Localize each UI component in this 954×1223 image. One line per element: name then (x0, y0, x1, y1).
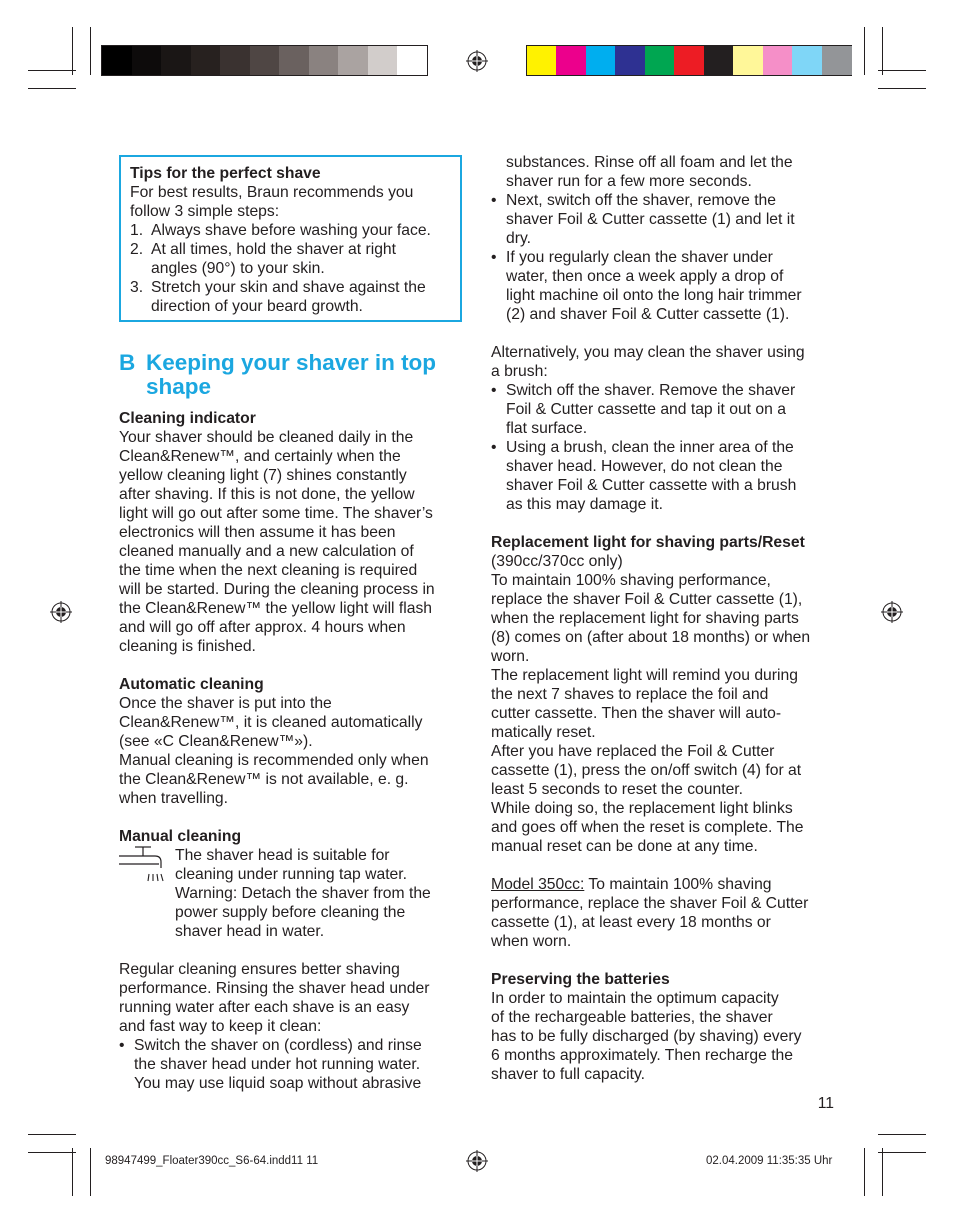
text-line: yellow cleaning light (7) shines constantly (119, 467, 407, 484)
crop-mark (882, 27, 883, 75)
manual-cleaning-text (119, 960, 469, 1036)
text-line: cassette (1), at least every 18 months or (491, 914, 771, 931)
text-line: (8) comes on (after about 18 months) or when (491, 629, 811, 646)
text-line: shaver Foil & Cutter cassette (1) and let it (506, 211, 795, 228)
tips-step (130, 278, 451, 316)
text-line: manual reset can be done at any time. (491, 838, 758, 855)
subheading-preserving-batteries: Preserving the batteries (491, 971, 670, 988)
process-color-swatch (763, 46, 793, 75)
text-line: follow 3 simple steps: (130, 203, 280, 220)
crop-mark (28, 88, 76, 89)
text-line: light will go out after some time. The shaver’s (119, 505, 433, 522)
text-line: direction of your beard growth. (151, 298, 363, 315)
manual-cleaning-icon-block (119, 846, 469, 941)
text-line: Clean&Renew™, and certainly when the (119, 448, 401, 465)
text-line: Regular cleaning ensures better shaving (119, 961, 400, 978)
text-line: performance, replace the shaver Foil & Cutter (491, 895, 809, 912)
brush-intro-text (491, 343, 841, 381)
crop-mark (90, 1148, 91, 1196)
text-line: the Clean&Renew™ is not available, e. g. (119, 771, 409, 788)
step-number: 2. (130, 241, 144, 258)
text-line: Switch the shaver on (cordless) and rinse (134, 1037, 422, 1054)
crop-mark (72, 1148, 73, 1196)
model-350cc-text (491, 875, 841, 951)
text-line: substances. Rinse off all foam and let the (506, 154, 793, 171)
text-line: angles (90°) to your skin. (151, 260, 325, 277)
process-color-swatch (615, 46, 645, 75)
text-line: 6 months approximately. Then recharge the (491, 1047, 794, 1064)
list-item (119, 1036, 469, 1093)
text-line: Using a brush, clean the inner area of the (506, 439, 794, 456)
registration-mark-icon (466, 1150, 488, 1172)
list-item (491, 381, 841, 438)
text-line: Manual cleaning is recommended only when (119, 752, 429, 769)
text-line: worn. (491, 648, 530, 665)
process-color-swatch (704, 46, 734, 75)
text-line: light machine oil onto the long hair trimmer (506, 287, 802, 304)
text-line: performance. Rinsing the shaver head under (119, 980, 430, 997)
step-number: 3. (130, 279, 144, 296)
text-line: shaver run for a few more seconds. (506, 173, 752, 190)
grayscale-swatch (191, 46, 221, 75)
crop-mark (72, 27, 73, 75)
text-line: To maintain 100% shaving (584, 876, 772, 893)
text-line: shaver head. However, do not clean the (506, 458, 783, 475)
process-color-swatch (527, 46, 557, 75)
grayscale-swatch (220, 46, 250, 75)
text-line: water, then once a week apply a drop of (506, 268, 784, 285)
text-line: In order to maintain the optimum capacity (491, 990, 779, 1007)
text-line: To maintain 100% shaving performance, (491, 572, 771, 589)
text-line: matically reset. (491, 724, 596, 741)
text-line: Foil & Cutter cassette and tap it out on a (506, 401, 786, 418)
crop-mark (878, 1152, 926, 1153)
process-color-swatch (556, 46, 586, 75)
grayscale-color-bar (101, 45, 428, 76)
grayscale-swatch (368, 46, 398, 75)
registration-mark-icon (881, 601, 903, 623)
cleaning-bullets (491, 191, 841, 324)
text-line: the shaver head under hot running water. (134, 1056, 421, 1073)
tips-step (130, 240, 451, 278)
footer-timestamp: 02.04.2009 11:35:35 Uhr (706, 1155, 833, 1167)
automatic-cleaning-text (119, 694, 469, 808)
left-column (119, 409, 469, 1093)
crop-mark (28, 70, 76, 71)
manual-cleaning-bullets (119, 1036, 469, 1093)
text-line: cassette (1), press the on/off switch (4) for at (491, 762, 802, 779)
grayscale-swatch (161, 46, 191, 75)
process-color-swatch (586, 46, 616, 75)
crop-mark (90, 27, 91, 75)
process-color-swatch (674, 46, 704, 75)
text-line: the time when the next cleaning is required (119, 562, 418, 579)
text-line: shape (146, 374, 212, 399)
brush-bullets (491, 381, 841, 514)
text-line: (390cc/370cc only) (491, 553, 623, 570)
text-line: (2) and shaver Foil & Cutter cassette (1). (506, 306, 790, 323)
text-line: running water after each shave is an easy (119, 999, 410, 1016)
tips-intro (130, 183, 451, 221)
crop-mark (882, 1148, 883, 1196)
replacement-light-text (491, 552, 841, 856)
footer-filename: 98947499_Floater390cc_S6-64.indd11 11 (105, 1155, 319, 1167)
text-line: You may use liquid soap without abrasive (134, 1075, 422, 1092)
text-line: Stretch your skin and shave against the (151, 279, 426, 296)
text-line: shaver to full capacity. (491, 1066, 646, 1083)
process-color-swatch (792, 46, 822, 75)
section-letter: B (119, 350, 136, 375)
tips-steps (130, 221, 451, 316)
list-item (491, 438, 841, 514)
continued-text (491, 153, 841, 191)
grayscale-swatch (279, 46, 309, 75)
grayscale-swatch (309, 46, 339, 75)
text-line: as this may damage it. (506, 496, 663, 513)
text-line: a brush: (491, 363, 548, 380)
text-line: when travelling. (119, 790, 229, 807)
crop-mark (28, 1152, 76, 1153)
subheading-automatic-cleaning: Automatic cleaning (119, 676, 264, 693)
list-item (491, 248, 841, 324)
tips-title: Tips for the perfect shave (130, 165, 321, 182)
text-line: Your shaver should be cleaned daily in the (119, 429, 414, 446)
text-line: Alternatively, you may clean the shaver using (491, 344, 805, 361)
text-line: Warning: Detach the shaver from the (175, 885, 431, 902)
text-line: cleaning is finished. (119, 638, 256, 655)
registration-mark-icon (50, 601, 72, 623)
cleaning-indicator-text (119, 428, 469, 656)
text-line: shaver Foil & Cutter cassette with a brush (506, 477, 797, 494)
grayscale-swatch (102, 46, 132, 75)
text-line: After you have replaced the Foil & Cutter (491, 743, 775, 760)
text-line: If you regularly clean the shaver under (506, 249, 773, 266)
grayscale-swatch (132, 46, 162, 75)
right-column (491, 153, 841, 1084)
text-line: and fast way to keep it clean: (119, 1018, 322, 1035)
text-line: replace the shaver Foil & Cutter cassette (1), (491, 591, 803, 608)
text-line: The shaver head is suitable for (175, 847, 390, 864)
crop-mark (878, 88, 926, 89)
text-line: Keeping your shaver in top (146, 350, 437, 375)
process-color-swatch (822, 46, 852, 75)
text-line: Switch off the shaver. Remove the shaver (506, 382, 796, 399)
step-number: 1. (130, 222, 144, 239)
crop-mark (864, 1148, 865, 1196)
section-heading (119, 351, 464, 399)
text-line: dry. (506, 230, 531, 247)
subheading-manual-cleaning: Manual cleaning (119, 828, 242, 845)
text-line: electronics will then assume it has been (119, 524, 396, 541)
text-line: Once the shaver is put into the (119, 695, 332, 712)
text-line: least 5 seconds to reset the counter. (491, 781, 744, 798)
section-title (146, 351, 464, 399)
grayscale-swatch (250, 46, 280, 75)
text-line: the next 7 shaves to replace the foil and (491, 686, 769, 703)
text-line: Always shave before washing your face. (151, 222, 431, 239)
process-color-swatch (645, 46, 675, 75)
tips-step (130, 221, 451, 240)
text-line: (see «C Clean&Renew™»). (119, 733, 313, 750)
text-line: has to be fully discharged (by shaving) every (491, 1028, 802, 1045)
text-line: While doing so, the replacement light blinks (491, 800, 793, 817)
text-line: Next, switch off the shaver, remove the (506, 192, 777, 209)
text-line: after shaving. If this is not done, the yellow (119, 486, 415, 503)
process-color-swatch (733, 46, 763, 75)
text-line: cutter cassette. Then the shaver will auto- (491, 705, 782, 722)
text-line: cleaning under running tap water. (175, 866, 407, 883)
list-item (491, 191, 841, 248)
text-line: flat surface. (506, 420, 588, 437)
text-line: of the rechargeable batteries, the shaver (491, 1009, 773, 1026)
process-color-bar (526, 45, 852, 76)
text-line: the Clean&Renew™ the yellow light will flash (119, 600, 433, 617)
tips-box (119, 155, 462, 322)
subheading-cleaning-indicator: Cleaning indicator (119, 410, 256, 427)
registration-mark-icon (466, 50, 488, 72)
text-line: The replacement light will remind you during (491, 667, 798, 684)
text-line: when worn. (491, 933, 572, 950)
text-line: Clean&Renew™, it is cleaned automatically (119, 714, 423, 731)
text-line: and will go off after approx. 4 hours when (119, 619, 406, 636)
subheading-replacement-light: Replacement light for shaving parts/Reset (491, 534, 805, 551)
model-label: Model 350cc: (491, 876, 585, 893)
crop-mark (878, 70, 926, 71)
text-line: and goes off when the reset is complete. The (491, 819, 804, 836)
page-number: 11 (817, 1095, 834, 1112)
text-line: cleaned manually and a new calculation of (119, 543, 414, 560)
text-line: shaver head in water. (175, 923, 325, 940)
crop-mark (878, 1134, 926, 1135)
text-line: when the replacement light for shaving parts (491, 610, 799, 627)
grayscale-swatch (338, 46, 368, 75)
text-line: For best results, Braun recommends you (130, 184, 414, 201)
batteries-text (491, 989, 841, 1084)
text-line: will be started. During the cleaning process in (119, 581, 435, 598)
manual-cleaning-icon-text (175, 846, 469, 941)
text-line: power supply before cleaning the (175, 904, 406, 921)
crop-mark (864, 27, 865, 75)
running-water-icon (119, 846, 167, 888)
crop-mark (28, 1134, 76, 1135)
text-line: At all times, hold the shaver at right (151, 241, 397, 258)
grayscale-swatch (397, 46, 427, 75)
